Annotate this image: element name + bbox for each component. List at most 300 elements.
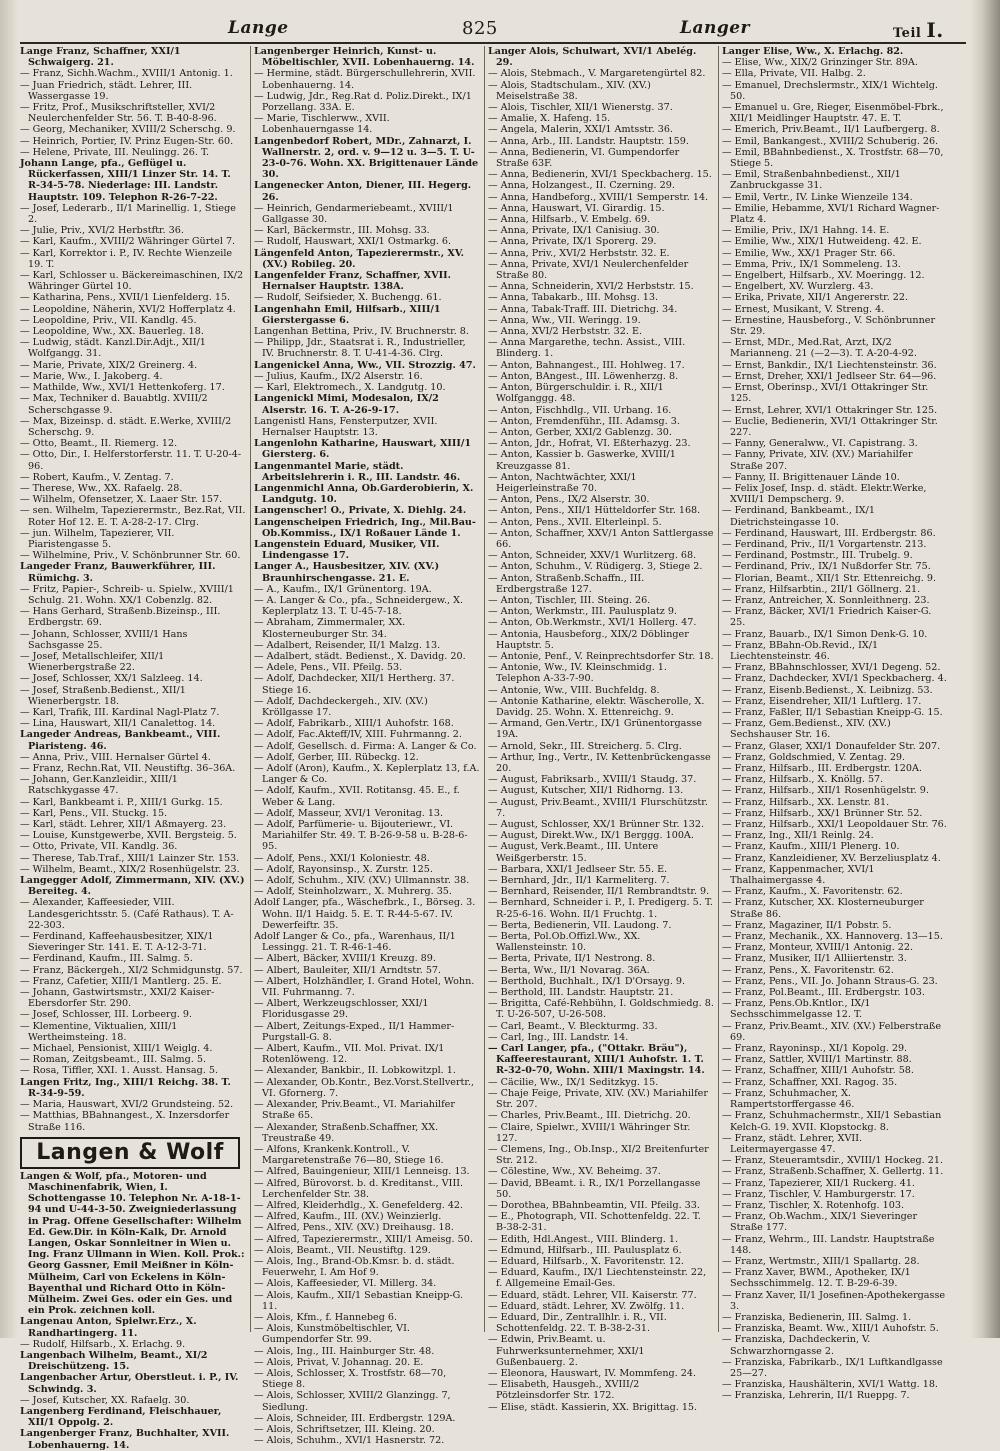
- directory-entry: — Franz, Wehrm., III. Landstr. Hauptstraße 148.: [722, 1233, 935, 1256]
- directory-entry: — Karl, Schlosser u. Bäckereimaschinen, IX/2 Währinger Gürtel 10.: [20, 270, 244, 293]
- directory-entry: — Julie, Priv., XVI/2 Herbstftr. 36.: [20, 225, 184, 237]
- directory-entry: — Emanuel u. Gre, Rieger, Eisenmöbel-Fbrk., XII/1 Meidlinger Hauptstr. 47. E. T.: [722, 102, 944, 125]
- directory-entry: — Franz, Tischler, V. Hamburgerstr. 17.: [722, 1188, 915, 1200]
- directory-entry: — Ferdinand, Hauswart, III. Erdbergstr. 86.: [722, 527, 936, 539]
- page-number: 825: [462, 18, 498, 39]
- directory-entry: — Franz, Cafetier, XIII/1 Mantlerg. 25. E.: [20, 975, 222, 987]
- directory-entry: — Anna, Private, IX/1 Sporerg. 29.: [488, 236, 657, 248]
- directory-entry: Langenmantel Marie, städt. Arbeitslehrerin i. R., III. Landstr. 46.: [254, 460, 461, 483]
- directory-entry: — Armand, Gen.Vertr., IX/1 Grünentorgasse 19A.: [488, 718, 702, 741]
- directory-entry: — Karl, Pens., VII. Stuckg. 15.: [20, 807, 168, 819]
- directory-entry: — Emerich, Priv.Beamt., II/1 Laufbergerg. 8.: [722, 124, 940, 136]
- directory-entry: — Franz Xaver, BWM., Apotheker, IX/1 Sechsschimmelg. 12. T. B-29-6-39.: [722, 1267, 911, 1290]
- directory-entry: — Louise, Kunstgewerbe, XVII. Bergsteig. 5.: [20, 830, 237, 842]
- directory-entry: — Alois, Schneider, III. Erdbergstr. 129A.: [254, 1412, 456, 1424]
- directory-entry: — Franz, Bäcker, XVI/1 Friedrich Kaiser-G. 25.: [722, 606, 932, 629]
- directory-entry: — Ferdinand, Kaufm., III. Salmg. 5.: [20, 953, 193, 965]
- directory-entry: Langer Alois, Schulwart, XVI/1 Abelég. 29.: [488, 46, 697, 69]
- directory-entry: — Alexander, Straßenb.Schaffner, XX. Treustraße 49.: [254, 1121, 439, 1144]
- directory-entry: — Anna Margarethe, techn. Assist., VIII. Blinderg. 1.: [488, 337, 686, 360]
- directory-entry: — Emilie, Priv., IX/1 Hahng. 14. E.: [722, 225, 890, 237]
- directory-entry: — Anna, Bedienerin, VI. Gumpendorfer Straße 63F.: [488, 146, 680, 170]
- directory-entry: — Franz, Wertmstr., XIII/1 Spallartg. 28.: [722, 1255, 920, 1267]
- directory-entry: — Clemens, Ing., Ob.Insp., XI/2 Breitenfurter Str. 212.: [488, 1143, 709, 1167]
- directory-entry: — Franz, städt. Lehrer, XVII. Leitermayergasse 47.: [722, 1132, 863, 1155]
- directory-entry: — Alois, Ing., III. Hainburger Str. 48.: [254, 1345, 435, 1357]
- directory-entry: — Alexander, Priv.Beamt., VI. Mariahilfer Straße 65.: [254, 1099, 455, 1122]
- directory-entry: — Franz, Hilfsarb., III. Erdbergstr. 120A.: [722, 763, 922, 774]
- directory-entry: — Wilhelm, Ofensetzer, X. Laaer Str. 157.: [20, 494, 223, 506]
- directory-entry: — sen. Wilhelm, Tapezierermstr., Bez.Rat, VII. Roter Hof 12. E. T. A-28-2-17. Clrg.: [20, 505, 246, 528]
- directory-entry: — Anton, Jdr., Hofrat, VI. Eßterhazyg. 23.: [488, 438, 691, 450]
- directory-entry: — Ferdinand, Priv., IX/1 Nußdorfer Str. 75.: [722, 561, 931, 573]
- page-shadow-left: [0, 0, 18, 1338]
- directory-entry: — Arthur, Ing., Vertr., IV. Kettenbrückengasse 20.: [488, 751, 711, 774]
- directory-entry: — Franz, Eisendreher, XII/1 Luftlerg. 17.: [722, 695, 922, 707]
- directory-entry: Langenscher! O., Private, X. Diehlg. 24.: [254, 505, 467, 517]
- directory-entry: — Antonie, Ww., IV. Kleinschmidg. 1. Telephon A-33-7-90.: [488, 662, 667, 685]
- directory-entry: — Anton, Gerber, XXI/2 Gablenzg. 30.: [488, 426, 672, 438]
- directory-entry: — Arnold, Sekr., III. Streicherg. 5. Clrg.: [488, 740, 682, 752]
- directory-entry: Langenickel Anna, Ww., VII. Strozzig. 47.: [254, 359, 476, 371]
- directory-entry: — Franz, Bauarb., IX/1 Simon Denk-G. 10.: [722, 628, 928, 640]
- directory-entry: Längenfeld Anton, Tapezierermstr., XV. (XV.) Robileg. 20.: [254, 247, 464, 270]
- directory-entry: — Alfred, Kleiderhdlg., X. Genefelderg. 42.: [254, 1199, 464, 1211]
- directory-entry: — Ella, Private, VII. Halbg. 2.: [722, 68, 866, 80]
- directory-entry: — Alois, Privat, V. Johannag. 20. E.: [254, 1356, 424, 1368]
- directory-entry: — Karl, Trafik, III. Kardinal Nagl-Platz 7.: [20, 706, 220, 718]
- directory-entry: — Franz, Pol.Beamt., III. Erdbergstr. 103.: [722, 987, 925, 999]
- directory-entry: Langenfelder Franz, Schaffner, XVII. Hernalser Hauptstr. 138A.: [254, 270, 451, 293]
- directory-entry: — Berta, Pol.Ob.Offizl.Ww., XX. Wallensteinstr. 10.: [488, 931, 641, 954]
- header-left-word: Lange: [228, 18, 289, 38]
- directory-entry: — Franz, Kaufm., X. Favoritenstr. 62.: [722, 886, 903, 898]
- directory-entry: Langer Elise, Ww., X. Erlachg. 82.: [722, 46, 904, 57]
- directory-entry: — Lina, Hauswart, XII/1 Canalettog. 14.: [20, 718, 216, 730]
- page-shadow-right: [970, 0, 1000, 1338]
- directory-entry: — Franz, Antreicher, X. Sonnleithnerg. 23.: [722, 594, 930, 606]
- directory-entry: — Otto, Private, VII. Kandlg. 36.: [20, 841, 178, 853]
- directory-entry: — Anton, Werkmstr., III. Paulusplatz 9.: [488, 606, 677, 618]
- directory-entry: Langenhahn Emil, Hilfsarb., XIII/1 Gierstergasse 6.: [254, 303, 441, 326]
- directory-entry: — Katharina, Pens., XVII/1 Lienfelderg. 15.: [20, 292, 231, 304]
- directory-entry: — Dorothea, BBahnbeamtin, VII. Pfeilg. 33.: [488, 1199, 700, 1211]
- directory-entry: Langenhan Bettina, Priv., IV. Bruchnerstr. 8.: [254, 326, 469, 338]
- directory-entry: — Euclie, Bedienerin, XVI/1 Ottakringer Str. 227.: [722, 415, 938, 438]
- directory-entry: — Juan Friedrich, städt. Lehrer, III. Wassergasse 19.: [20, 79, 193, 102]
- directory-entry: — Georg, Mechaniker, XVIII/2 Scherschg. 9.: [20, 124, 236, 136]
- directory-entry: — Edith, Hdl.Angest., VIII. Blinderg. 1.: [488, 1233, 679, 1245]
- directory-entry: — Abraham, Zimmermaler, XX. Klosterneuburger Str. 34.: [254, 617, 406, 640]
- directory-entry: Langen Fritz, Ing., XIII/1 Reichg. 38. T. R-34-9-59.: [20, 1076, 231, 1099]
- directory-entry: — Alfred, Pens., XIV. (XV.) Dreihausg. 18.: [254, 1222, 454, 1234]
- directory-entry: — August, Fabriksarb., XVIII/1 Staudg. 37.: [488, 774, 697, 786]
- directory-entry: — Franz, Dachdecker, XVI/1 Speckbacherg. 4.: [722, 673, 947, 685]
- directory-entry: — Ferdinand, Kaffeehausbesitzer, XIX/1 Sieveringer Str. 141. E. T. A-12-3-71.: [20, 931, 214, 954]
- directory-entry: — Adolf, Masseur, XVI/1 Veronitag. 13.: [254, 807, 444, 819]
- running-header: [20, 14, 968, 44]
- directory-entry: — Franziska, Lehrerin, II/1 Rueppg. 7.: [722, 1390, 910, 1402]
- directory-entry: — Alois, Schuhm., XVI/1 Hasnerstr. 72.: [254, 1435, 445, 1447]
- directory-entry: — Roman, Zeitgsbeamt., III. Salmg. 5.: [20, 1054, 207, 1066]
- directory-entry: — Anton, Schuhm., V. Rüdigerg. 3, Stiege 2.: [488, 561, 703, 573]
- directory-entry: — Eduard, Dir., Zentrallhlr. i. R., VII. Schottenfeldg. 22. T. B-38-2-31.: [488, 1311, 667, 1335]
- directory-entry: — Emil, Vertr., IV. Linke Wienzeile 134.: [722, 191, 913, 203]
- directory-entry: — Therese, Ww., XX. Rafaelg. 28.: [20, 482, 183, 494]
- directory-entry: — Franz, Sichh.Wachm., XVIII/1 Antonig. 1.: [20, 68, 233, 80]
- directory-entry: — Karl, städt. Lehrer, XII/1 Aßmayerg. 23.: [20, 819, 227, 831]
- directory-entry: — Wilhelmine, Priv., V. Schönbrunner Str. 60.: [20, 550, 241, 562]
- directory-entry: — Adolf, Rayonsinsp., X. Zurstr. 125.: [254, 863, 433, 875]
- directory-entry: — Matthias, BBahnangest., X. Inzersdorfer Straße 116.: [20, 1110, 230, 1133]
- directory-entry: — Emilie, Hebamme, XVI/1 Richard Wagner-Platz 4.: [722, 202, 940, 226]
- directory-entry: — Adolf, Gesellsch. d. Firma: A. Langer & Co.: [254, 740, 477, 752]
- directory-entry: — Angela, Malerin, XXI/1 Amtsstr. 36.: [488, 124, 673, 136]
- directory-entry: — Alois, Ing., Brand-Ob.Kmsr. b. d. städt. Feuerwehr, I. Am Hof 9.: [254, 1255, 455, 1279]
- directory-entry: — Franz, Rechn.Rat, VII. Neustiftg. 36–36A.: [20, 763, 236, 774]
- directory-entry: — Ludwig, Jdr., Reg.Rat d. Poliz.Direkt., IX/1 Porzellang. 33A. E.: [254, 90, 472, 114]
- directory-entry: — Elise, Ww., XIX/2 Grinzinger Str. 89A.: [722, 57, 918, 69]
- directory-entry: — Alois, Schriftsetzer, III. Kleing. 20.: [254, 1423, 435, 1435]
- directory-entry: Langenberger Heinrich, Kunst- u. Möbeltischler, XVII. Lobenhauerng. 14.: [254, 46, 475, 69]
- directory-entry: — Alois, Kfm., f. Hannebeg 6.: [254, 1311, 398, 1323]
- directory-entry: — Fritz, Prof., Musikschriftsteller, XVI/2 Neulerchenfelder Str. 56. T. B-40-8-96.: [20, 102, 217, 125]
- directory-entry: — Alois, Tischler, XII/1 Wienerstg. 37.: [488, 102, 673, 114]
- directory-entry: — Franz, Musiker, II/1 Alliiertenstr. 3.: [722, 953, 907, 965]
- directory-entry: — Franz, Kappenmacher, XVI/1 Thalhaimergasse 4.: [722, 863, 875, 887]
- directory-entry: — Klementine, Viktualien, XIII/1 Wertheimsteing. 18.: [20, 1020, 178, 1043]
- directory-entry: — Franz, Hilfsarbtin., 2II/1 Göllnerg. 21.: [722, 583, 921, 595]
- directory-entry: Langegger Adolf, Zimmermann, XIV. (XV.) Bereiteg. 4.: [20, 875, 245, 898]
- directory-entry: — Anna, Priv., VIII. Hernalser Gürtel 4.: [20, 751, 211, 763]
- directory-entry: — Anna, Tabak-Traff. III. Dietrichg. 34.: [488, 303, 678, 315]
- directory-entry: — Franz, Goldschmied, V. Zentag. 29.: [722, 751, 906, 763]
- directory-entry: — Cäcilie, Ww., IX/1 Seditzkyg. 15.: [488, 1076, 659, 1088]
- directory-entry: — Julius, Kaufm., IX/2 Alserstr. 16.: [254, 370, 423, 382]
- directory-entry: — Anna, Arb., III. Landstr. Hauptstr. 159.: [488, 135, 689, 147]
- directory-entry: — Philipp, Jdr., Staatsrat i. R., Industrieller, IV. Bruchnerstr. 8. T. U-41-4-36. Clrg.: [254, 337, 466, 360]
- directory-entry: — Ferdinand, Priv., II/1 Vorgartenstr. 213.: [722, 538, 927, 550]
- directory-entry: — Albert, Werkzeugschlosser, XXI/1 Floridusgasse 29.: [254, 998, 429, 1021]
- directory-entry: — Emanuel, Drechslermstr., XIX/1 Wichtelg. 50.: [722, 79, 938, 102]
- directory-entry: — Albert, Bauleiter, XII/1 Arndtstr. 57.: [254, 964, 442, 976]
- directory-entry: Langenberger Franz, Buchhalter, XVII. Lobenhauerng. 14.: [20, 1428, 230, 1451]
- directory-entry: Langenistl Hans, Fensterputzer, XVII. Hernalser Hauptstr. 13.: [254, 415, 438, 438]
- directory-entry: — Adolf, Steinholzwarr., X. Muhrerg. 35.: [254, 886, 452, 898]
- directory-entry: — Anna, Private, XVI/1 Neulerchenfelder Straße 80.: [488, 258, 689, 282]
- directory-entry: — Franziska, Beamt. Ww., XIII/1 Auhofstr. 5.: [722, 1323, 939, 1335]
- directory-entry: — Adolf, Parfümerie- u. Bijouteriewr., VI. Mariahilfer Str. 49. T. B-26-9-58 u. B-28-6-95.: [254, 819, 468, 853]
- directory-entry: Lange Franz, Schaffner, XXI/1 Schwaigerg. 21.: [20, 46, 181, 69]
- directory-entry: — Anna, Schneiderin, XVI/2 Herbststr. 15.: [488, 281, 694, 293]
- directory-entry: — Helene, Private, III. Neulingg. 26. T.: [20, 146, 210, 158]
- directory-entry: — Adalbert, Reisender, II/1 Malzg. 13.: [254, 639, 441, 651]
- directory-entry: — Engelbert, XV. Wurzlerg. 43.: [722, 281, 874, 293]
- directory-entry: — Alois, Beamt., VII. Neustiftg. 129.: [254, 1244, 431, 1256]
- directory-entry: — Franz, BBahnschlosser, XVI/1 Degeng. 52.: [722, 662, 941, 674]
- directory-entry: — August, Schlosser, XX/1 Brünner Str. 132.: [488, 819, 705, 831]
- directory-entry: — Heinrich, Portier, IV. Prinz Eugen-Str. 60.: [20, 135, 234, 147]
- directory-entry: — Carl, Beamt., V. Bleckturmg. 33.: [488, 1020, 658, 1032]
- directory-entry: — Franz, Faßler, II/1 Sebastian Kneipp-G. 15.: [722, 706, 943, 718]
- directory-entry: — Anton, Schneider, XXV/1 Wurlitzerg. 68.: [488, 550, 697, 562]
- directory-entry: — Josef, Metallschleifer, XII/1 Wienerbergstraße 22.: [20, 650, 165, 674]
- directory-entry: — Amalie, X. Hafeng. 15.: [488, 113, 611, 125]
- directory-entry: — Franz, Glaser, XXI/1 Donaufelder Str. 207.: [722, 740, 941, 752]
- directory-entry: — Franz, Schaffner, XIII/1 Auhofstr. 58.: [722, 1065, 914, 1077]
- directory-entry: — Rudolf, Hilfsarb., X. Erlachg. 9.: [20, 1338, 186, 1350]
- directory-entry: Langer A., Hausbesitzer, XIV. (XV.) Braunhirschengasse. 21. E.: [254, 561, 440, 584]
- directory-entry: — Antonia, Hausbeforg., XIX/2 Döblinger Hauptstr. 5.: [488, 628, 689, 651]
- directory-entry: — Maria, Hauswart, XVI/2 Grundsteing. 52.: [20, 1099, 234, 1111]
- directory-entry: — Fanny, Private, XIV. (XV.) Mariahilfer Straße 207.: [722, 449, 913, 472]
- directory-entry: — Barbara, XXI/1 Jedlseer Str. 55. E.: [488, 863, 668, 875]
- directory-entry: — Carl, Ing., III. Landstr. 14.: [488, 1031, 629, 1043]
- directory-entry: — Emilie, Ww., XIX/1 Hutweideng. 42. E.: [722, 236, 922, 248]
- directory-entry: — Albert, Zeitungs-Exped., II/1 Hammer-Purgstall-G. 8.: [254, 1020, 455, 1043]
- directory-entry: — Robert, Kaufm., V. Zentag. 7.: [20, 471, 174, 483]
- directory-entry: — Johann, Gastwirtsmstr., XXI/2 Kaiser-Ebersdorfer Str. 290.: [20, 987, 215, 1010]
- directory-entry: — Anna, Private, IX/1 Canisiug. 30.: [488, 225, 660, 237]
- directory-entry: — Berta, Ww., II/1 Novarag. 36A.: [488, 964, 650, 976]
- directory-entry: — jun. Wilhelm, Tapezierer, VII. Piaristengasse 5.: [20, 527, 175, 550]
- directory-entry: — Adolf, Pens., XXI/1 Koloniestr. 48.: [254, 852, 430, 864]
- directory-entry: — Berthold, Buchhalt., IX/1 D'Orsayg. 9.: [488, 975, 686, 987]
- directory-entry: — Franz, Magaziner, II/1 Pobstr. 5.: [722, 919, 892, 931]
- directory-entry: — Leopoldine, Ww., XX. Bauerleg. 18.: [20, 326, 204, 338]
- directory-entry: — Franz, Kaufm., XIII/1 Plenerg. 10.: [722, 841, 900, 853]
- directory-entry: — Emil, Bankangest., XVIII/2 Schuberig. 26.: [722, 135, 939, 147]
- directory-entry: — Alfred, Kaufm., III. (XV.) Weinzierlg.: [254, 1211, 442, 1223]
- directory-entry: — Karl, Elektromech., X. Landgutg. 10.: [254, 382, 446, 394]
- directory-entry: — Adalbert, städt. Bedienst., X. Davidg. 20.: [254, 650, 466, 662]
- directory-entry: — Franziska, Fabrikarb., IX/1 Luftkandlgasse 25—27.: [722, 1356, 943, 1379]
- directory-entry: — Alois, Stebmach., V. Margaretengürtel 82.: [488, 68, 706, 80]
- header-rule: [20, 42, 966, 44]
- directory-entry: — Adolf, Kaufm., XVII. Rotitansg. 45. E., f. Weber & Lang.: [254, 785, 460, 808]
- directory-entry: Langen & Wolf, pfa., Motoren- und Maschinenfabrik, Wien, I. Schottengasse 10. Telephon Nr. A-18-1-94 und U-44-3-50. Zweigniederlassung in Prag. Offene Gesellschafter: Wilhelm Ed. Gew.Dir. in Köln-Kalk, Dr. Arnold Langen, Oskar Sonnleitner in Wien u. Ing. Franz Ullmann in Wien. Koll. Prok.: Georg Gassner, Emil Meißner in Köln-Mülheim, Carl von Eckelens in Köln-Bayenthal und Richard Otto in Köln-Mülheim. Zwei Ges. oder ein Ges. und ein Prok. zeichnen koll.: [20, 1170, 245, 1317]
- directory-entry: — Karl, Bäckermstr., III. Mohsg. 33.: [254, 225, 430, 237]
- directory-entry: Langenscheipen Friedrich, Ing., Mil.Bau-Ob.Kommiss., IX/1 Roßauer Lände 1.: [254, 516, 476, 539]
- directory-entry: — A. Langer & Co., pfa., Schneidergew., X. Keplerplatz 13. T. U-45-7-18.: [254, 594, 464, 618]
- directory-entry: — Alfred, Tapezierermstr., XIII/1 Ameisg. 50.: [254, 1233, 473, 1245]
- directory-entry: Langenbedorf Robert, MDr., Zahnarzt, I. Wallnerstr. 2, ord. v. 9—12 u. 3—5. T. U-23-0-76. Wohn. XX. Brigittenauer Lände 30.: [254, 135, 479, 181]
- directory-entry: — Josef, Straßenb.Bedienst., XII/1 Wienerbergstr. 18.: [20, 684, 186, 707]
- directory-entry: — Ernestine, Hausbeforg., V. Schönbrunner Str. 29.: [722, 314, 936, 338]
- directory-entry: — Franz, Schuhmacher, X. Rampertstorffergasse 46.: [722, 1087, 855, 1111]
- directory-entry: — Albert, Kaufm., VII. Mol. Privat. IX/1 Rotenlöweng. 12.: [254, 1043, 445, 1066]
- directory-entry: — Berta, Bedienerin, VII. Laudong. 7.: [488, 919, 672, 931]
- directory-entry: — Ferdinand, Bankbeamt., IX/1 Dietrichsteingasse 10.: [722, 505, 875, 528]
- directory-entry: — Brigitta, Café-Rehbühn, I. Goldschmiedg. 8. T. U-26-507, U-26-508.: [488, 998, 714, 1021]
- directory-entry: — Heinrich, Gendarmeriebeamt., XVIII/1 Gallgasse 30.: [254, 202, 454, 226]
- header-part-value: I.: [926, 18, 944, 42]
- directory-entry: — Alfred, Bauingenieur, XIII/1 Lenneisg. 13.: [254, 1166, 470, 1178]
- directory-entry: — Erika, Private, XII/1 Angererstr. 22.: [722, 292, 909, 304]
- directory-entry: — Anton, Straßenb.Schaffn., III. Erdbergstraße 127.: [488, 572, 645, 595]
- directory-entry: — A., Kaufm., IX/1 Grünentorg. 19A.: [254, 583, 432, 595]
- directory-entry: — Marie, Private, XIX/2 Greinerg. 4.: [20, 359, 198, 371]
- directory-entry: Langeder Franz, Bauwerkführer, III. Rümichg. 3.: [20, 561, 216, 584]
- directory-entry: — Mathilde, Ww., XVI/1 Hettenkoferg. 17.: [20, 382, 225, 394]
- directory-entry: — Marie, Ww., I. Jakoberg. 4.: [20, 370, 163, 382]
- directory-entry: — Albert, Holzhändler, I. Grand Hotel, Wohn. VII. Fuhrmanng. 7.: [254, 975, 475, 999]
- directory-entry: — Eduard, städt. Lehrer, XV. Zwölfg. 11.: [488, 1300, 685, 1312]
- directory-entry: — Karl, Kaufm., XVIII/2 Währinger Gürtel 7.: [20, 236, 236, 248]
- directory-entry: — Adolf, Gerber, III. Rübeckg. 12.: [254, 751, 419, 763]
- directory-entry: — Emil, Straßenbahnbedienst., XII/1 Zanbruckgasse 31.: [722, 169, 901, 192]
- directory-entry: — Marie, Tischlerww., XVII. Lobenhauerngasse 14.: [254, 113, 390, 136]
- directory-entry: — Franz, Tischler, X. Rotenhofg. 103.: [722, 1199, 905, 1211]
- directory-entry: — Fritz, Papier-, Schreib- u. Spielw., XVIII/1 Schulg. 21. Wohn. XX/1 Cobenzlg. 82.: [20, 583, 234, 606]
- directory-entry: — August, Verk.Beamt., III. Untere Weißgerberstr. 15.: [488, 841, 659, 864]
- directory-entry: — Elise, städt. Kassierin, XX. Brigittag. 15.: [488, 1401, 698, 1413]
- directory-entry: — Bernhard, Reisender, II/1 Rembrandtstr. 9.: [488, 886, 710, 898]
- directory-entry: — Anna, Holzangest., II. Czerning. 29.: [488, 180, 675, 192]
- directory-entry: Langenbacher Artur, Oberstleut. i. P., IV. Schwindg. 3.: [20, 1372, 239, 1395]
- directory-entry: — Ernst, Lehrer, XVI/1 Ottakringer Str. 125.: [722, 404, 938, 416]
- header-part-label: Teil: [893, 26, 922, 41]
- directory-entry: — Franziska, Bedienerin, III. Salmg. 1.: [722, 1311, 912, 1323]
- directory-entry: — Josef, Schlosser, XX/1 Salzleeg. 14.: [20, 673, 203, 685]
- directory-entry: — Ferdinand, Postmstr., III. Trubelg. 9.: [722, 550, 913, 562]
- directory-entry: Langenbach Wilhelm, Beamt., XI/2 Dreischützeng. 15.: [20, 1349, 208, 1373]
- directory-entry: — Franz, Eisenb.Bedienst., X. Leibnizg. 53.: [722, 684, 933, 696]
- directory-entry: — Anton, Fremdenführ., III. Adamsg. 3.: [488, 415, 680, 427]
- directory-entry: — Franz, Pens., VII. Jo. Johann Straus-G. 23.: [722, 975, 938, 987]
- directory-entry: — Eleonora, Hauswart, IV. Mommfeng. 24.: [488, 1367, 697, 1379]
- directory-entry: — Ernst, Oberinsp., XVI/1 Ottakringer Str. 125.: [722, 382, 929, 405]
- directory-entry: — Claire, Spielwr., XVIII/1 Währinger Str. 127.: [488, 1121, 691, 1144]
- directory-entry: — Max, Bizeinsp. d. städt. E.Werke, XVIII/2 Scherschg. 9.: [20, 415, 232, 438]
- directory-entry: — Anna, Ww., VII. Weringg. 19.: [488, 314, 641, 326]
- directory-entry: — Antonie, Ww., VIII. Buchfeldg. 8.: [488, 684, 660, 696]
- directory-entry: — Ernst, MDr., Med.Rat, Arzt, IX/2 Marianneng. 21 (—2—3). T. A-20-4-92.: [722, 337, 917, 360]
- directory-entry: — Alois, Kunstmöbeltischler, VI. Gumpendorfer Str. 99.: [254, 1323, 410, 1346]
- directory-entry: — Antonie Katharine, elektr. Wäscherolle, X. Davidg. 25. Wohn. X. Ettenreichg. 9.: [488, 695, 705, 718]
- directory-entry: — Josef, Kutscher, XX. Rafaelg. 30.: [20, 1394, 190, 1406]
- header-right-word: Langer: [680, 18, 750, 38]
- directory-entry: — Franz, Monteur, XVIII/1 Antonig. 22.: [722, 942, 914, 954]
- directory-entry: — Anton, Kassier b. Gaswerke, XVIII/1 Kreuzgasse 81.: [488, 449, 676, 472]
- directory-entry: — Karl, Bankbeamt i. P., XIII/1 Gurkg. 15.: [20, 796, 223, 808]
- directory-entry: — Cölestine, Ww., XV. Beheimg. 37.: [488, 1166, 661, 1178]
- directory-entry: — Anna, Handbeforg., XVIII/1 Semperstr. 14.: [488, 191, 709, 203]
- directory-entry: — Anna, Tabakarb., III. Mohsg. 13.: [488, 292, 659, 304]
- directory-entry: — Alois, Stadtschulam., XIV. (XV.) Meiselstraße 38.: [488, 79, 651, 102]
- directory-entry: — Franz, Priv.Beamt., XIV. (XV.) Felberstraße 69.: [722, 1020, 942, 1043]
- directory-entry: — Felix Josef, Insp. d. städt. Elektr.Werke, XVIII/1 Dempscherg. 9.: [722, 482, 927, 506]
- directory-entry: — Anton, Pens., IX/2 Alserstr. 30.: [488, 494, 650, 506]
- directory-entry: — Franz, Kutscher, XX. Klosterneuburger Straße 86.: [722, 897, 924, 920]
- directory-entry: Langenecker Anton, Diener, III. Hegerg. 26.: [254, 180, 472, 203]
- directory-entry: — Emma, Priv., IX/1 Sommeleng. 13.: [722, 258, 901, 270]
- directory-entry: — Ludwig, städt. Kanzl.Dir.Adjt., XII/1 Wolfgangg. 31.: [20, 337, 206, 360]
- directory-entry: Langenberg Ferdinand, Fleischhauer, XII/1 Oppolg. 2.: [20, 1405, 222, 1429]
- directory-entry: — Anna, Hilfsarb., V. Embelg. 69.: [488, 214, 651, 226]
- directory-entry: — Franz, Straßenb.Schaffner, X. Gellertg. 11.: [722, 1166, 944, 1178]
- directory-entry: — Alois, Kaufm., XII/1 Sebastian Kneipp-G. 11.: [254, 1289, 464, 1312]
- directory-entry: — Wilhelm, Beamt., XIX/2 Rosenhügelstr. 23.: [20, 863, 240, 875]
- directory-entry: — August, Priv.Beamt., XVIII/1 Flurschützstr. 7.: [488, 796, 708, 819]
- directory-entry: — Franz, Gem.Bedienst., XIV. (XV.) Sechshauser Str. 16.: [722, 718, 891, 741]
- directory-entry: — Alois, Kaffeesieder, VI. Millerg. 34.: [254, 1278, 437, 1290]
- directory-entry: — Alexander, Bankbir., II. Lobkowitzpl. 1.: [254, 1065, 456, 1077]
- header-part: [893, 18, 944, 42]
- directory-entry: — Franziska, Haushälterin, XVI/1 Wattg. 18.: [722, 1379, 938, 1391]
- directory-entry: — Alois, Schlosser, XVIII/2 Glanzingg. 7, Siedlung.: [254, 1390, 451, 1413]
- column-3: [488, 46, 714, 1413]
- directory-entry: — Franz, Ob.Wachm., XIX/1 Sieveringer Straße 177.: [722, 1211, 918, 1234]
- directory-entry: — Chaje Feige, Private, XIV. (XV.) Mariahilfer Str. 207.: [488, 1087, 708, 1111]
- directory-entry: — Eduard, Hilfsarb., X. Favoritenstr. 12.: [488, 1255, 684, 1267]
- directory-entry: — Adolf, Dachdeckergeh., XIV. (XV.) Kröllgasse 17.: [254, 695, 428, 718]
- directory-entry: — Adolf, Fac.Akteff/IV, XIII. Fuhrmanng. 2.: [254, 729, 462, 741]
- directory-entry: — Charles, Priv.Beamt., III. Dietrichg. 20.: [488, 1110, 691, 1122]
- directory-entry: — Adolf, Schuhm., XIV. (XV.) Ullmannstr. 38.: [254, 875, 470, 887]
- directory-entry: Johann Lange, pfa., Geflügel u. Rückerfassen, XIII/1 Linzer Str. 14. T. R-34-5-78. Niederlage: III. Landstr. Hauptstr. 109. Telephon R-26-7-22.: [20, 158, 231, 203]
- directory-entry: — Alfred, Bürovorst. b. d. Kreditanst., VIII. Lerchenfelder Str. 38.: [254, 1177, 464, 1200]
- advertisement-box: Langen & Wolf: [20, 1137, 240, 1169]
- directory-entry: — Bernhard, Schneider i. P., I. Predigerg. 5. T. R-25-6-16. Wohn. II/1 Fruchtg. 1.: [488, 897, 713, 920]
- directory-entry: Langenlohn Katharine, Hauswart, XIII/1 Giersterg. 6.: [254, 438, 472, 461]
- directory-entry: — Ernest, Musikant, V. Streng. 4.: [722, 303, 885, 315]
- directory-entry: — Hans Gerhard, Straßenb.Bizeinsp., III. Erdbergstr. 69.: [20, 606, 221, 629]
- directory-entry: — Edmund, Hilfsarb., III. Paulusplatz 6.: [488, 1244, 682, 1256]
- directory-entry: — Rosa, Tiffler, XXI. 1. Ausst. Hansag. 5.: [20, 1065, 219, 1077]
- directory-entry: — Adolf, Fabrikarb., XIII/1 Auhofstr. 168.: [254, 718, 454, 730]
- directory-entry: — Emilie, Ww., XX/1 Prager Str. 66.: [722, 247, 896, 259]
- directory-entry: — Adolf, Dachdecker, XII/1 Hertherg. 37. Stiege 16.: [254, 673, 455, 696]
- directory-entry: — Anton, Bahnangest., III. Hohlweg. 17.: [488, 359, 685, 371]
- directory-entry: — Alexander, Ob.Kontr., Bez.Vorst.Stellvertr., VI. Gfornerg. 7.: [254, 1076, 475, 1099]
- directory-entry: — Franz, Hilfsarb., XII/1 Rosenhügelstr. 9.: [722, 785, 929, 797]
- directory-entry: — Hermine, städt. Bürgerschullehrerin, XVII. Lobenhauerng. 14.: [254, 68, 476, 91]
- directory-entry: — Adele, Pens., VII. Pfeilg. 53.: [254, 662, 403, 674]
- directory-entry: — Albert, Bäcker, XVIII/1 Kreuzg. 89.: [254, 953, 436, 965]
- directory-entry: — Therese, Tab.Traf., XIII/1 Lainzer Str. 153.: [20, 852, 240, 864]
- directory-entry: — August, Direkt.Ww., IX/1 Berggg. 100A.: [488, 830, 694, 842]
- directory-entry: — Josef, Schlosser, III. Lorbeerg. 9.: [20, 1009, 192, 1021]
- directory-entry: — Fanny, Generalww., VI. Capistrang. 3.: [722, 438, 918, 450]
- directory-entry: — Fanny, II. Brigittenauer Lände 10.: [722, 471, 900, 483]
- directory-entry: — Anna, Bedienerin, XVI/1 Speckbacherg. 15.: [488, 169, 712, 181]
- directory-entry: — Franz, Pens.Ob.Kntlor., IX/1 Sechsschimmelgasse 12. T.: [722, 998, 871, 1021]
- directory-entry: — Franz Xaver, II/1 Josefinen-Apothekergasse 3.: [722, 1289, 946, 1312]
- directory-entry: — Anton, Bürgerschuldir. i. R., XII/1 Wolfganggg. 48.: [488, 382, 664, 405]
- directory-entry: — Max, Techniker d. Bauabtlg. XVIII/2 Scherschgasse 9.: [20, 393, 208, 416]
- directory-entry: — Emil, BBahnbedienst., X. Trostfstr. 68—70, Stiege 5.: [722, 146, 944, 170]
- directory-entry: — Eduard, städt. Lehrer, VII. Kaiserstr. 77.: [488, 1289, 697, 1301]
- column-1: [20, 46, 246, 1451]
- directory-entry: — Michael, Pensionist, XIII/1 Weiglg. 4.: [20, 1043, 213, 1055]
- directory-entry: — Ernst, Bankdir., IX/1 Liechtensteinstr. 36.: [722, 359, 937, 371]
- column-2: [254, 46, 480, 1447]
- directory-entry: Adolf Langer & Co., pfa., Warenhaus, II/1 Lessingg. 21. T. R-46-1-46.: [254, 931, 456, 954]
- column-4: [722, 46, 948, 1402]
- directory-entry: — Alexander, Kaffeesieder, VIII. Landesgerichtsstr. 5. (Café Rathaus). T. A-22-303.: [20, 897, 234, 931]
- directory-entry: — Leopoldine, Näherin, XVI/2 Hofferplatz 4.: [20, 303, 236, 315]
- directory-entry: — Eduard, Kaufm., IX/1 Liechtensteinstr. 22, f. Allgemeine Email-Ges.: [488, 1267, 707, 1290]
- directory-entry: — Franz, Ing., XII/1 Reinlg. 24.: [722, 830, 874, 842]
- directory-entry: — Otto, Beamt., II. Riemerg. 12.: [20, 438, 178, 450]
- directory-entry: — Franz, Steueramtsdir., XVIII/1 Hockeg. 21.: [722, 1155, 943, 1167]
- directory-entry: — Franz, Hilfsarb., XX. Lenstr. 81.: [722, 796, 890, 808]
- columns-area: [20, 46, 968, 1451]
- directory-entry: — Anton, Pens., XVII. Elterleinpl. 5.: [488, 516, 662, 528]
- directory-entry: — Franz, Kanzleidiener, XV. Berzeliusplatz 4.: [722, 852, 941, 864]
- directory-entry: — Anna, XVI/2 Herbststr. 32. E.: [488, 326, 643, 338]
